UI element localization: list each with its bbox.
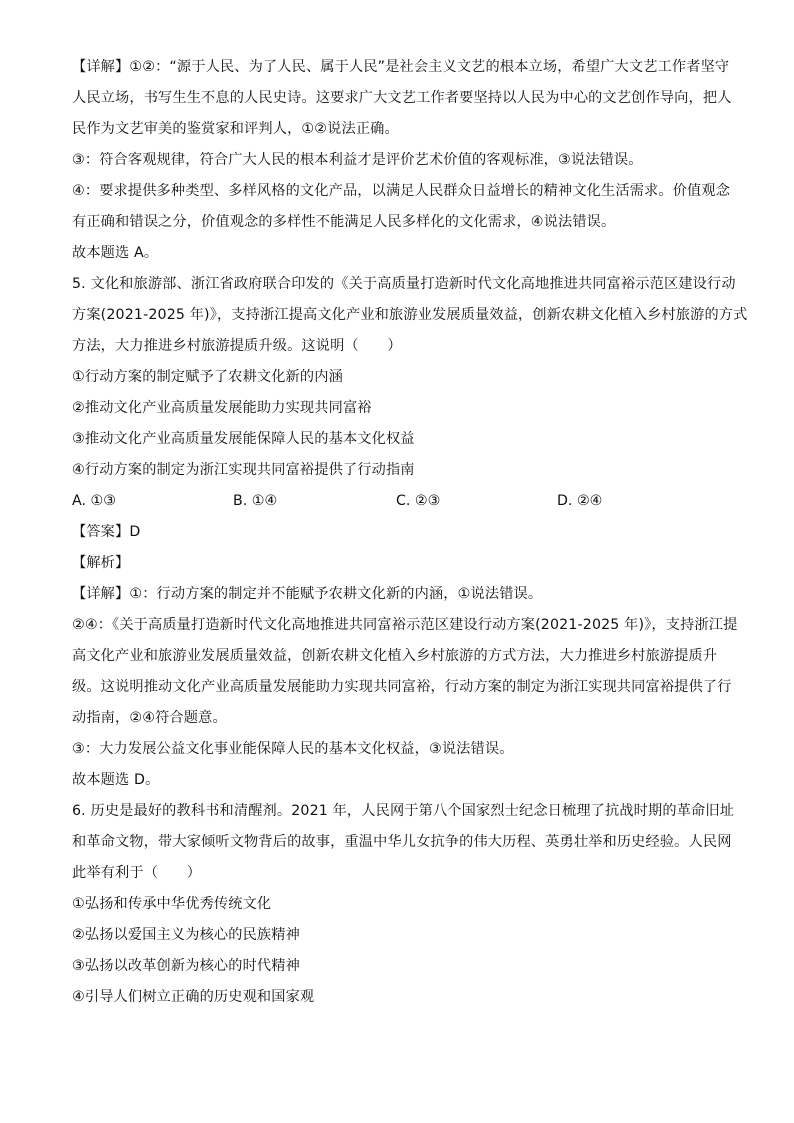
detail-line: 级。这说明推动文化产业高质量发展能助力实现共同富裕，行动方案的制定为浙江实现共同富裕提供了行 bbox=[72, 679, 732, 695]
statement-item: ①弘扬和传承中华优秀传统文化 bbox=[72, 896, 272, 912]
question-stem-line: 方法，大力推进乡村旅游提质升级。这说明（ ） bbox=[72, 338, 402, 354]
question-stem-line: 6. 历史是最好的教科书和清醒剂。2021 年，人民网于第八个国家烈士纪念日梳理了抗战时期的革命旧址 bbox=[72, 803, 735, 819]
question-6 bbox=[72, 796, 735, 1013]
option-d: D. ②④ bbox=[557, 493, 603, 509]
statement-item: ②推动文化产业高质量发展能助力实现共同富裕 bbox=[72, 400, 372, 416]
detail-line: ③：符合客观规律，符合广大人民的根本利益才是评价艺术价值的客观标准，③说法错误。 bbox=[72, 152, 643, 168]
statement-item: ④行动方案的制定为浙江实现共同富裕提供了行动指南 bbox=[72, 462, 415, 478]
detail-line: 动指南，②④符合题意。 bbox=[72, 710, 227, 726]
question-stem-line: 5. 文化和旅游部、浙江省政府联合印发的《关于高质量打造新时代文化高地推进共同富裕示范区建设行动 bbox=[72, 276, 736, 292]
question-stem-line: 方案(2021-2025 年)》，支持浙江提高文化产业和旅游业发展质量效益，创新农耕文化植入乡村旅游的方式 bbox=[72, 307, 748, 323]
statement-item: ③弘扬以改革创新为核心的时代精神 bbox=[72, 958, 300, 974]
statement-item: ①行动方案的制定赋予了农耕文化新的内涵 bbox=[72, 369, 343, 385]
option-b: B. ①④ bbox=[233, 493, 278, 509]
analysis-label: 【解析】 bbox=[72, 555, 130, 571]
detail-line: 人民立场，书写生生不息的人民史诗。这要求广大文艺工作者要坚持以人民为中心的文艺创作导向，把人 bbox=[72, 90, 732, 106]
detail-line: ④：要求提供多种类型、多样风格的文化产品，以满足人民群众日益增长的精神文化生活需求。价值观念 bbox=[72, 183, 731, 199]
detail-line: ③：大力发展公益文化事业能保障人民的基本文化权益，③说法错误。 bbox=[72, 741, 514, 757]
detail-line: 【详解】①②：“源于人民、为了人民、属于人民”是社会主义文艺的根本立场，希望广大文艺工作者坚守 bbox=[72, 59, 730, 75]
detail-line: 【详解】①：行动方案的制定并不能赋予农耕文化新的内涵，①说法错误。 bbox=[72, 586, 543, 602]
question-stem-line: 和革命文物，带大家倾听文物背后的故事，重温中华儿女抗争的伟大历程、英勇壮举和历史经验。人民网 bbox=[72, 834, 732, 850]
detail-line: 有正确和错误之分，价值观念的多样性不能满足人民多样化的文化需求，④说法错误。 bbox=[72, 214, 616, 230]
answer-line: 【答案】D bbox=[72, 524, 141, 540]
question-5 bbox=[72, 269, 748, 796]
option-a: A. ①③ bbox=[72, 493, 116, 509]
statement-item: ④引导人们树立正确的历史观和国家观 bbox=[72, 989, 315, 1005]
document-page bbox=[72, 52, 748, 1013]
previous-question-detail bbox=[72, 52, 732, 269]
detail-line: 高文化产业和旅游业发展质量效益，创新农耕文化植入乡村旅游的方式方法，大力推进乡村旅游提质升 bbox=[72, 648, 718, 664]
conclusion-line: 故本题选 D。 bbox=[72, 772, 160, 788]
option-c: C. ②③ bbox=[396, 493, 441, 509]
answer-options bbox=[72, 486, 732, 517]
statement-item: ③推动文化产业高质量发展能保障人民的基本文化权益 bbox=[72, 431, 415, 447]
question-stem-line: 此举有利于（ ） bbox=[72, 865, 202, 881]
statement-item: ②弘扬以爱国主义为核心的民族精神 bbox=[72, 927, 300, 943]
detail-line: ②④：《关于高质量打造新时代文化高地推进共同富裕示范区建设行动方案(2021-2025 年)》，支持浙江提 bbox=[72, 617, 738, 633]
conclusion-line: 故本题选 A。 bbox=[72, 245, 159, 261]
detail-line: 民作为文艺审美的鉴赏家和评判人，①②说法正确。 bbox=[72, 121, 399, 137]
